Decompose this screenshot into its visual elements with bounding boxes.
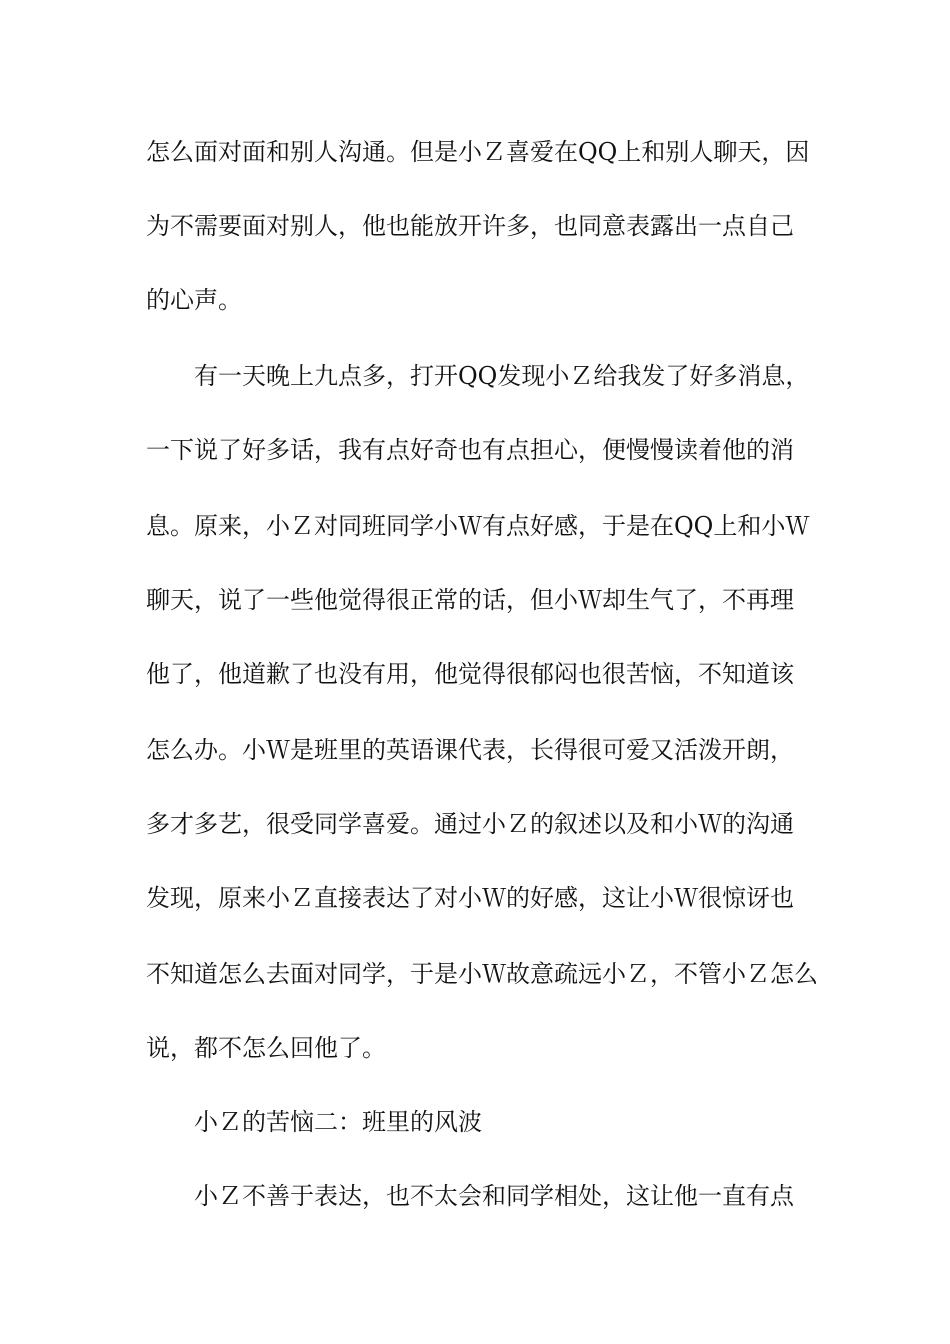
text-line: 为不需要面对别人，他也能放开许多，也同意表露出一点自己 bbox=[146, 212, 794, 240]
text-line: 他了，他道歉了也没有用，他觉得很郁闷也很苦恼，不知道该 bbox=[146, 660, 794, 688]
text-line: 说，都不怎么回他了。 bbox=[146, 1034, 386, 1062]
text-line: 息。原来，小Ｚ对同班同学小Ｗ有点好感，于是在QQ上和小Ｗ bbox=[146, 512, 810, 540]
text-line: 一下说了好多话，我有点好奇也有点担心，便慢慢读着他的消 bbox=[146, 436, 794, 464]
text-line: 怎么面对面和别人沟通。但是小Ｚ喜爱在QQ上和别人聊天，因 bbox=[146, 138, 810, 166]
text-line: 怎么办。小Ｗ是班里的英语课代表，长得很可爱又活泼开朗， bbox=[146, 736, 794, 764]
text-line: 多才多艺，很受同学喜爱。通过小Ｚ的叙述以及和小Ｗ的沟通 bbox=[146, 810, 794, 838]
text-line: 小Ｚ不善于表达，也不太会和同学相处，这让他一直有点 bbox=[194, 1182, 794, 1210]
text-line: 有一天晚上九点多，打开QQ发现小Ｚ给我发了好多消息， bbox=[194, 362, 810, 390]
text-line: 的心声。 bbox=[146, 286, 242, 314]
section-heading: 小Ｚ的苦恼二：班里的风波 bbox=[194, 1108, 482, 1136]
text-line: 发现，原来小Ｚ直接表达了对小Ｗ的好感，这让小Ｗ很惊讶也 bbox=[146, 884, 794, 912]
text-line: 聊天，说了一些他觉得很正常的话，但小Ｗ却生气了，不再理 bbox=[146, 586, 794, 614]
text-line: 不知道怎么去面对同学，于是小Ｗ故意疏远小Ｚ，不管小Ｚ怎么 bbox=[146, 960, 818, 988]
